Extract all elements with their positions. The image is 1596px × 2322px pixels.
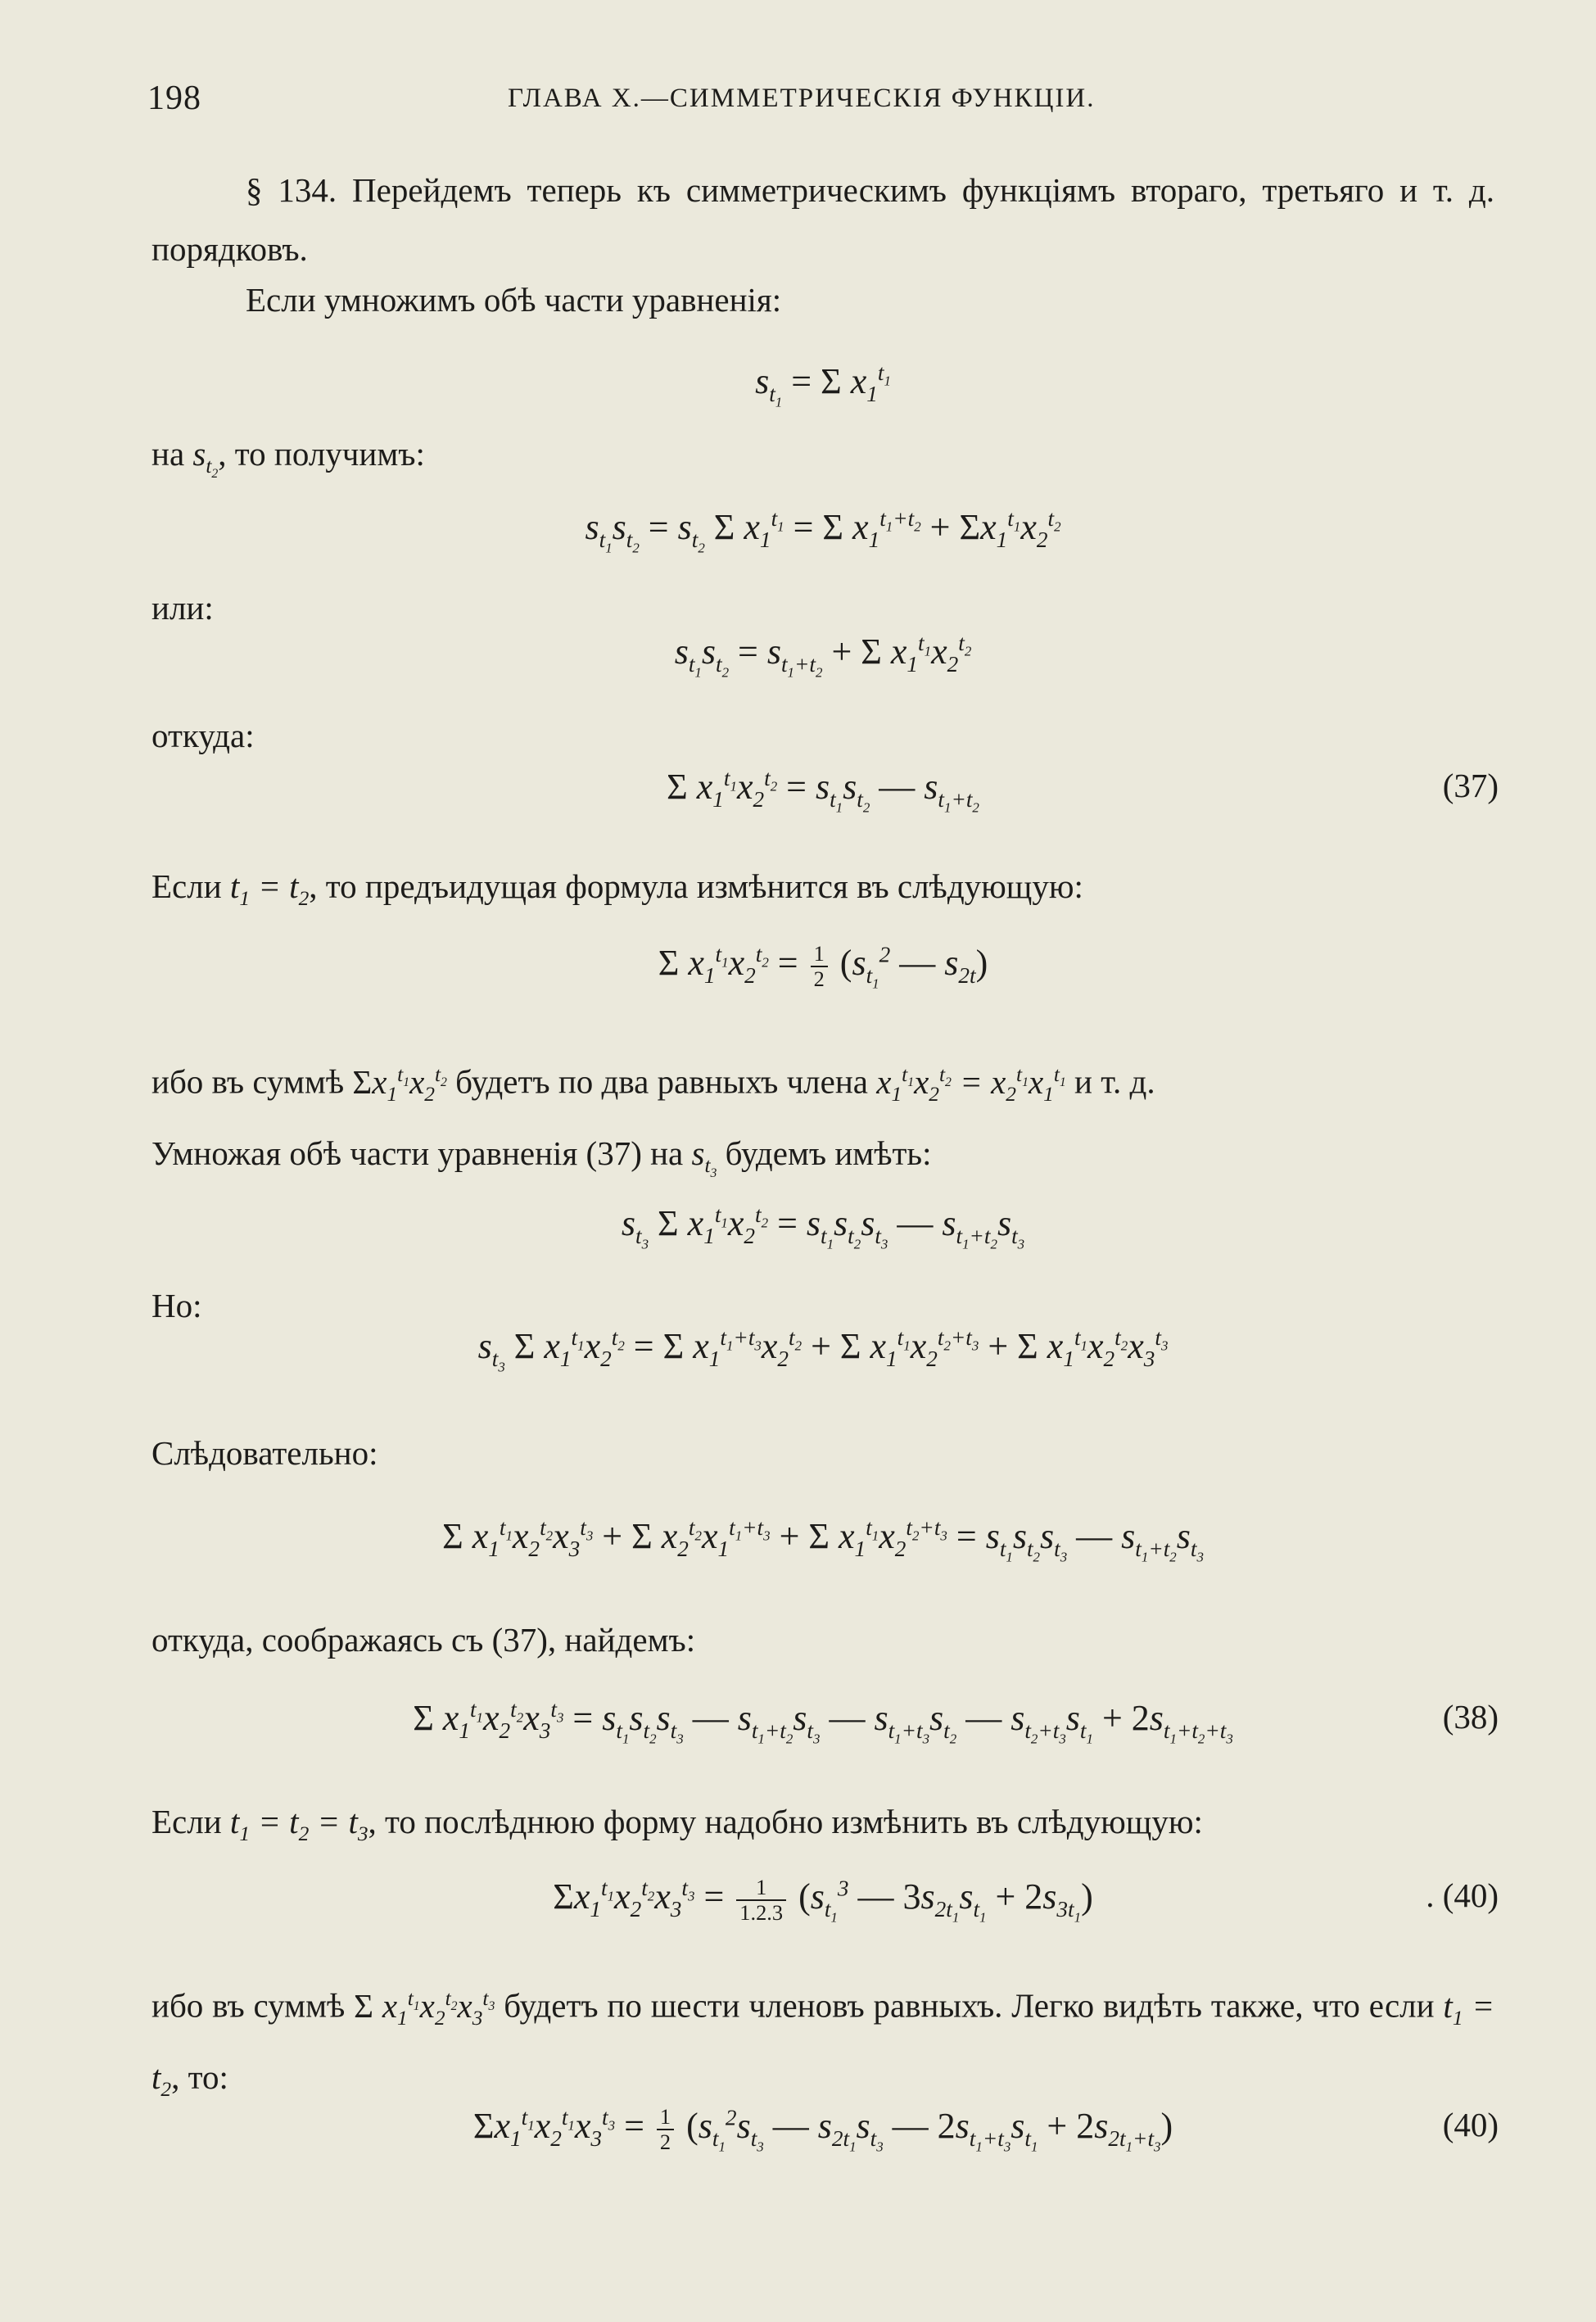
- fraction-half-den: 2: [813, 966, 825, 992]
- text-poslednyuyu: , то послѣднюю форму надобно измѣнить въ слѣдующую:: [368, 1803, 1203, 1840]
- paragraph-134: § 134. Перейдемъ теперь къ симметрическимъ функціямъ втораго, третьяго и т. д. порядковъ.: [151, 171, 1494, 268]
- word-ili: или:: [151, 589, 214, 627]
- equation-number-37: (37): [1442, 767, 1499, 804]
- equation-product: $s_{t_1}s_{t_2} = s_{t_2}$ Σ $x_1^{t_1} = \Sigma$ $x_1^{t_1+t_2} + \Sigma x_1^{t_1}x_2^{t_2}$: [585, 506, 1061, 556]
- page-number: 198: [147, 79, 201, 117]
- fraction-half-num: 1: [811, 942, 828, 967]
- paragraph-if-three-equal: Если $t_1 = t_2 = t_3$, то послѣднюю форму надобно измѣнить въ слѣдующую:: [151, 1803, 1203, 1846]
- text-i-t-d: и т. д.: [1074, 1062, 1155, 1101]
- word-sledovatelno: Слѣдовательно:: [151, 1434, 378, 1472]
- fraction-half: [811, 942, 828, 991]
- text-ibo-2: ибо въ суммѣ: [151, 1986, 346, 2025]
- fraction-sixth-num: 1: [736, 1876, 786, 1901]
- fraction-sixth-den: 1.2.3: [739, 1900, 784, 1926]
- text-to: , то:: [171, 2057, 228, 2096]
- word-no: Но:: [151, 1287, 202, 1324]
- text-budet-po-dva: будетъ по два равныхъ члена: [455, 1062, 868, 1101]
- text-budem-imet: будемъ имѣть:: [725, 1134, 932, 1172]
- equation-st3-product: $s_{t_3}$ Σ $x_1^{t_1}x_2^{t_2} = s_{t_1}s_{t_2}s_{t_3}$ — $s_{t_1+t_2}s_{t_3}$: [621, 1202, 1025, 1252]
- paragraph-ibo-shesti: ибо въ суммѣ Σ $x_1^{t_1}x_2^{t_2}x_3^{t_3}$ будетъ по шести членовъ равныхъ. Легко видѣть также, что если $t_1 = t_2$, то:: [151, 1986, 1495, 2102]
- fraction-half-2-num: 1: [657, 2105, 674, 2130]
- text-predydushchaya: , то предъидущая формула измѣнится въ слѣдующую:: [309, 867, 1083, 905]
- text-ibo: ибо въ суммѣ: [151, 1062, 345, 1101]
- equation-number-40a: . (40): [1426, 1876, 1499, 1914]
- paragraph-multiply: Если умножимъ обѣ части уравненія:: [246, 281, 782, 319]
- equation-consequently: Σ $x_1^{t_1}x_2^{t_2}x_3^{t_3} + \Sigma$ $x_2^{t_2}x_1^{t_1+t_3} + \Sigma$ $x_1^{t_1}x_2^{t_2+t_3} = s_{t_1}s_{t_2}s_{t_3}$ — $s_{t_1+t_2}s_{t_3}$: [442, 1515, 1204, 1565]
- fraction-half-2: [657, 2105, 674, 2154]
- equation-st1: $s_{t_1} = \Sigma$ $x_1^{t_1}$: [755, 360, 891, 410]
- fraction-half-2-den: 2: [659, 2130, 671, 2155]
- text-esli-2: Если: [151, 1803, 222, 1840]
- equation-st3-expanded: $s_{t_3}$ Σ $x_1^{t_1}x_2^{t_2} = \Sigma$ $x_1^{t_1+t_3}x_2^{t_2} + \Sigma$ $x_1^{t_1}x_2^{t_2+t_3} + \Sigma$ $x_1^{t_1}x_2^{t_2}x_3^{t_3}$: [477, 1325, 1169, 1375]
- running-title: ГЛАВА X.—СИММЕТРИЧЕСКІЯ ФУНКЦІИ.: [508, 84, 1096, 113]
- equation-number-40b: (40): [1442, 2106, 1499, 2143]
- equation-37: Σ $x_1^{t_1}x_2^{t_2} = s_{t_1}s_{t_2}$ — $s_{t_1+t_2}$ (37): [667, 766, 1499, 816]
- word-otkuda: откуда:: [151, 717, 255, 754]
- text-na: на: [151, 435, 185, 473]
- paragraph-ibo: ибо въ суммѣ $\Sigma x_1^{t_1}x_2^{t_2}$ будетъ по два равныхъ члена $x_1^{t_1}x_2^{t_2} = x_2^{t_1}x_1^{t_1}$ и т. д. Умножая обѣ части уравненія (37) на $s_{t_3}$ будемъ имѣть:: [151, 1062, 1155, 1181]
- text-po-shesti: будетъ по шести членовъ равныхъ. Легко видѣть также, что если: [504, 1986, 1435, 2025]
- fraction-sixth: [736, 1876, 786, 1925]
- equation-40b: $\Sigma x_1^{t_1}x_2^{t_1}x_3^{t_3}$ = $\frac{1}{2}$ ($s_{t_1}^2s_{t_3}$ — $s_{2t_1}s_{t_3}$ — $2s_{t_1+t_3}s_{t_1} + 2s_{2t_1+t_3}$) (40): [472, 2104, 1499, 2155]
- equation-number-38: (38): [1442, 1698, 1499, 1736]
- text-esli: Если: [151, 867, 222, 905]
- paragraph-otkuda-soobr: откуда, соображаясь съ (37), найдемъ:: [151, 1621, 696, 1659]
- paragraph-if-equal: Если $t_1 = t_2$, то предъидущая формула измѣнится въ слѣдующую:: [151, 867, 1083, 911]
- equation-38: Σ $x_1^{t_1}x_2^{t_2}x_3^{t_3} = s_{t_1}s_{t_2}s_{t_3}$ — $s_{t_1+t_2}s_{t_3}$ — $s_{t_1+t_3}s_{t_2}$ — $s_{t_2+t_3}s_{t_1} + 2s_{t_1+t_2+t_3}$ (38): [413, 1697, 1499, 1747]
- text-poluchim: , то получимъ:: [218, 435, 425, 473]
- equation-product-2: $s_{t_1}s_{t_2} = s_{t_1+t_2} + \Sigma$ $x_1^{t_1}x_2^{t_2}$: [674, 631, 972, 681]
- paragraph-na: на $s_{t_2}$, то получимъ:: [151, 435, 425, 482]
- equation-half: Σ $x_1^{t_1}x_2^{t_2}$ = $\frac{1}{2}$ ($s_{t_1}^2$ — $s_{2t}$): [658, 941, 988, 992]
- equation-40a: $\Sigma x_1^{t_1}x_2^{t_2}x_3^{t_3}$ = $\frac{1}{1.2.3}$ ($s_{t_1}^3$ — $3s_{2t_1}s_{t_1} + 2s_{3t_1}$) . (40): [553, 1875, 1499, 1926]
- text-umnozhaya: Умножая обѣ части уравненія (37) на: [151, 1134, 684, 1172]
- page-header: [147, 79, 1499, 124]
